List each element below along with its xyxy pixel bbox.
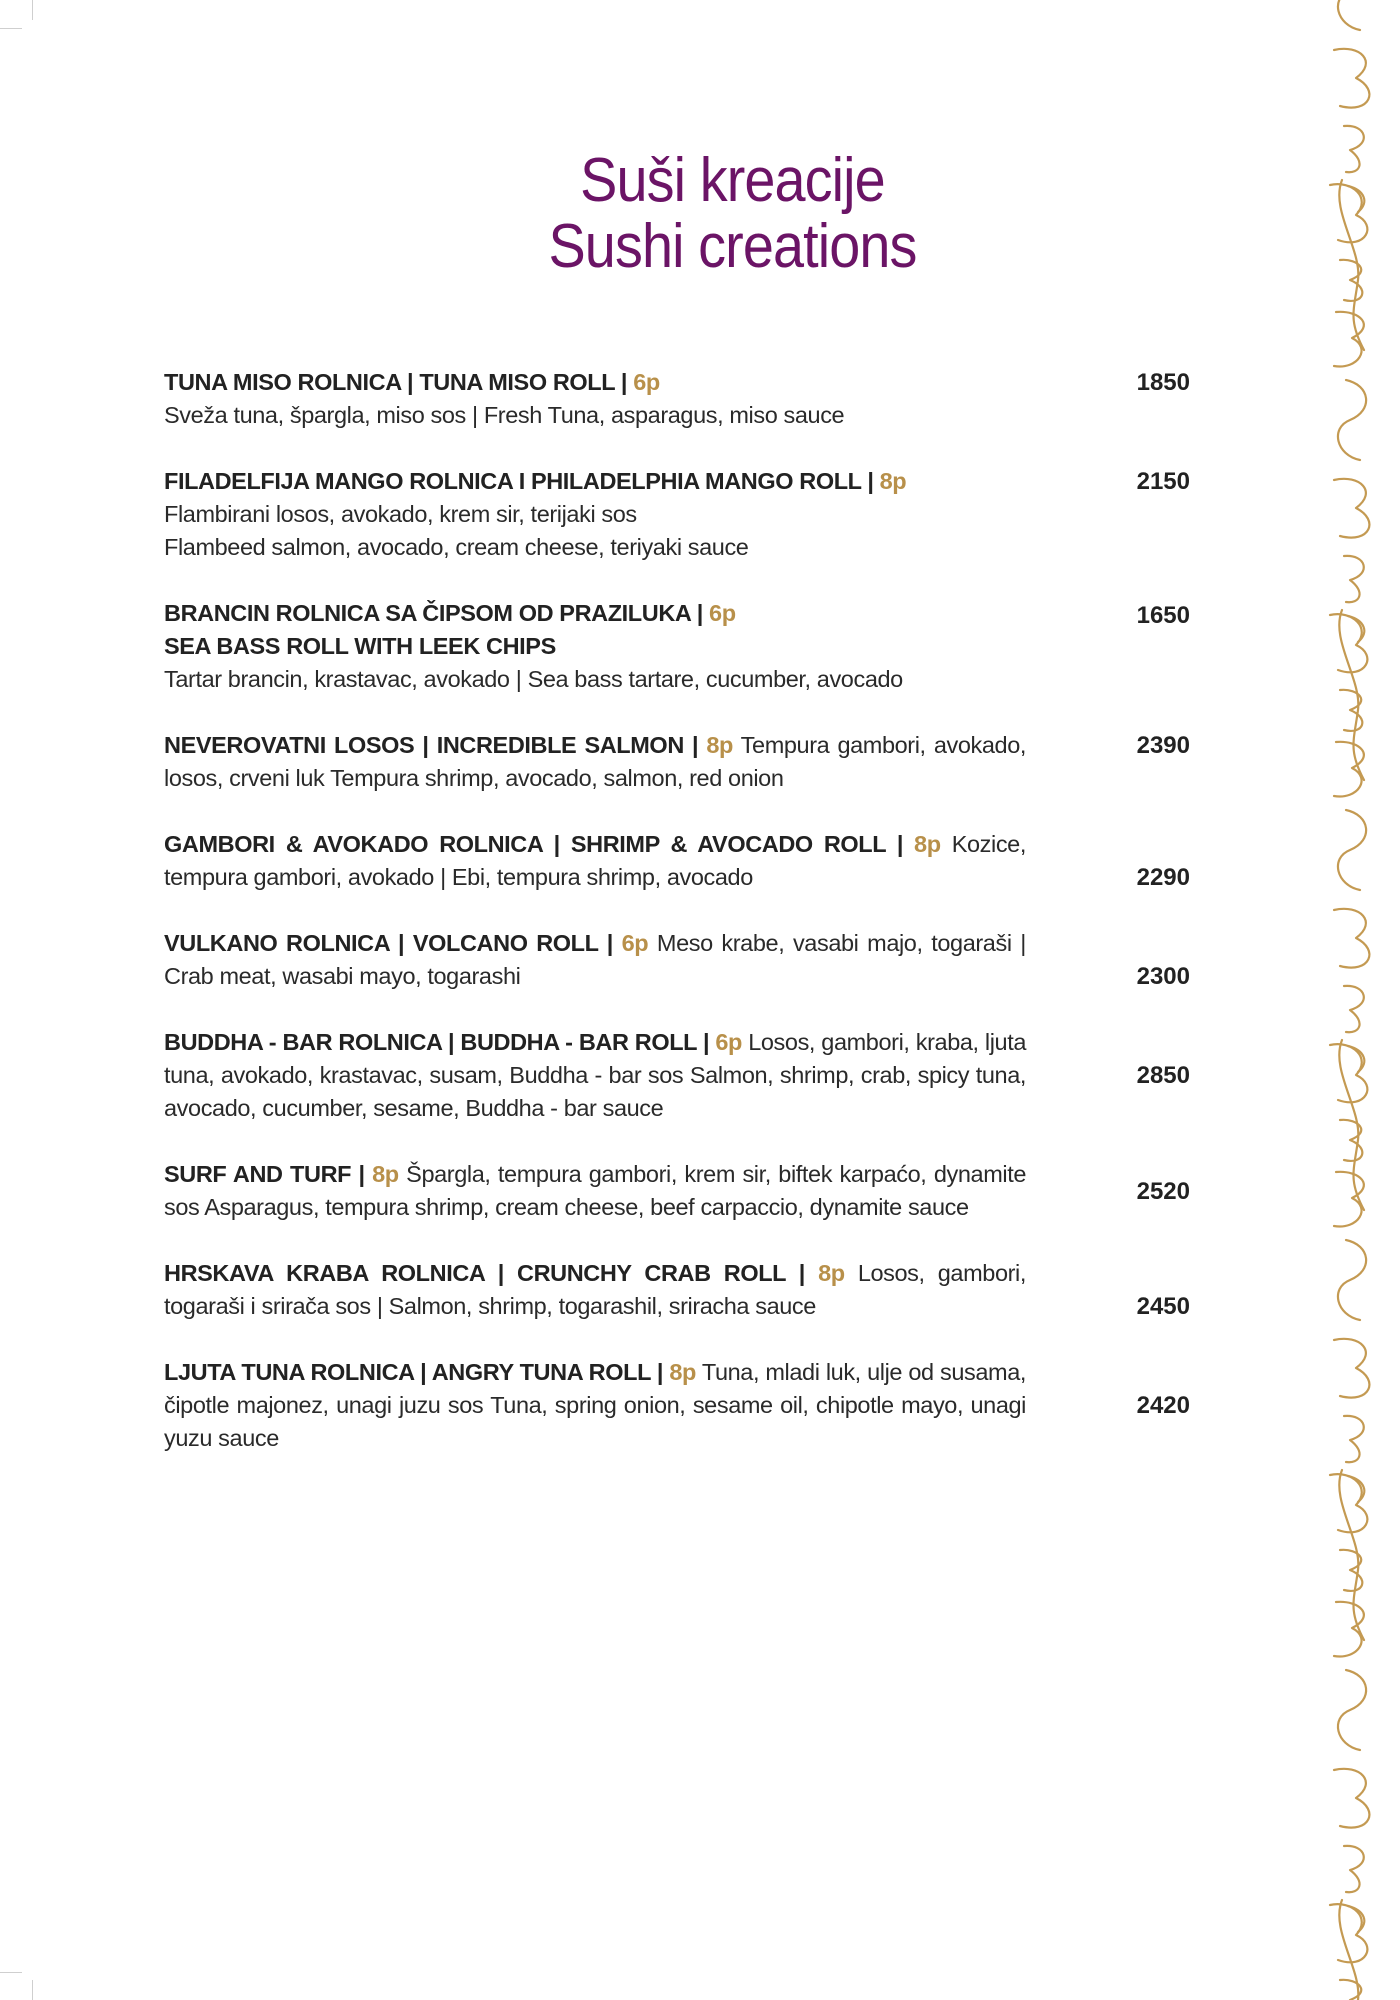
menu-item-piece-count: 6p: [709, 600, 736, 626]
menu-item: [164, 597, 1190, 696]
crop-mark-top-left-v: [32, 0, 33, 20]
menu-item: [164, 927, 1190, 993]
menu-item-name: FILADELFIJA MANGO ROLNICA I PHILADELPHIA MANGO ROLL |: [164, 468, 880, 494]
menu-item-piece-count: 8p: [879, 468, 907, 494]
menu-item-piece-count: 8p: [669, 1359, 696, 1385]
menu-item-description: Špargla, tempura gambori, krem sir, biftek karpaćo, dynamite sos Asparagus, tempura shrimp, cream cheese, beef carpaccio, dynamite sauce: [164, 1161, 1026, 1220]
menu-item-price: 2520: [1136, 1177, 1190, 1205]
menu-item-name: BUDDHA - BAR ROLNICA | BUDDHA - BAR ROLL |: [164, 1029, 716, 1055]
menu-item: [164, 729, 1190, 795]
menu-item-description: Tartar brancin, krastavac, avokado | Sea bass tartare, cucumber, avocado: [164, 666, 903, 692]
menu-item-name: BRANCIN ROLNICA SA ČIPSOM OD PRAZILUKA |: [164, 600, 710, 626]
menu-item-piece-count: 8p: [706, 732, 733, 758]
menu-item-description: Flambirani losos, avokado, krem sir, terijaki sos: [164, 501, 637, 527]
menu-item: [164, 366, 1190, 432]
menu-item-body: [164, 927, 1026, 993]
menu-item-name-english: SEA BASS ROLL WITH LEEK CHIPS: [164, 633, 556, 659]
buddha-bar-signature-watermark: [1300, 0, 1400, 2000]
menu-list: [164, 366, 1190, 1488]
menu-item-name: TUNA MISO ROLNICA | TUNA MISO ROLL |: [164, 369, 634, 395]
title-line-english: Sushi creations: [548, 212, 917, 281]
crop-mark-bottom-left-h: [0, 1972, 22, 1973]
menu-item-piece-count: 6p: [715, 1029, 742, 1055]
menu-item: [164, 1026, 1190, 1125]
menu-item-piece-count: 6p: [621, 930, 649, 956]
menu-item-price: 2420: [1136, 1392, 1190, 1419]
menu-item-description: Losos, gambori, togaraši i sriračа sos | Salmon, shrimp, togarashil, sriracha sauce: [164, 1260, 1026, 1319]
menu-item-description: Losos, gambori, kraba, ljuta tuna, avokado, krastavac, susam, Buddha - bar sos Salmon, shrimp, crab, spicy tuna, avocado, cucumber, sesame, Buddha - bar sauce: [164, 1029, 1026, 1121]
menu-item: [164, 828, 1190, 894]
menu-item-body: [164, 1257, 1026, 1323]
title-line-serbian: Suši kreacije: [580, 146, 885, 215]
menu-item-description: Sveža tuna, špargla, miso sos | Fresh Tuna, asparagus, miso sauce: [164, 402, 845, 428]
menu-item-price: 2150: [1136, 468, 1190, 495]
menu-item: [164, 1158, 1190, 1224]
menu-item-price: 2300: [1136, 963, 1190, 990]
menu-item-description: Tempura gambori, avokado, losos, crveni luk Tempura shrimp, avocado, salmon, red onion: [164, 732, 1026, 791]
menu-item-body: [164, 729, 1026, 795]
menu-item-price: 2850: [1136, 1062, 1190, 1089]
page-title: [0, 148, 1400, 280]
menu-item-price: 2450: [1136, 1293, 1190, 1320]
menu-item-piece-count: 8p: [372, 1161, 399, 1187]
menu-item-name: NEVEROVATNI LOSOS | INCREDIBLE SALMON |: [164, 732, 707, 758]
crop-mark-top-left-h: [0, 28, 22, 29]
menu-item-body: [164, 366, 1026, 432]
menu-item-name: VULKANO ROLNICA | VOLCANO ROLL |: [164, 930, 622, 956]
menu-item-body: [164, 597, 1026, 696]
menu-item-piece-count: 6p: [633, 369, 660, 395]
menu-item-price: 1650: [1136, 602, 1190, 629]
menu-item: [164, 1257, 1190, 1323]
menu-item-name: GAMBORI & AVOKADO ROLNICA | SHRIMP & AVOCADO ROLL |: [164, 831, 915, 857]
menu-item-body: [164, 828, 1026, 894]
menu-item-price: 2290: [1136, 864, 1190, 891]
menu-item: [164, 465, 1190, 564]
menu-item-body: [164, 1356, 1026, 1455]
menu-item-body: [164, 1158, 1026, 1224]
crop-mark-bottom-left-v: [32, 1980, 33, 2000]
menu-item-description: Tuna, mladi luk, ulje od susama, čipotle majonez, unagi juzu sos Tuna, spring onion, sesame oil, chipotle mayo, unagi yuzu sauce: [164, 1359, 1026, 1451]
menu-item-description: Meso krabe, vasabi majo, togaraši | Crab meat, wasabi mayo, togarashi: [164, 930, 1026, 989]
menu-item-price: 1850: [1136, 369, 1190, 396]
menu-item-body: [164, 465, 1026, 564]
menu-item-name: LJUTA TUNA ROLNICA | ANGRY TUNA ROLL |: [164, 1359, 670, 1385]
menu-item-piece-count: 8p: [914, 831, 941, 857]
menu-item-piece-count: 8p: [818, 1260, 845, 1286]
menu-item-description-english: Flambeed salmon, avocado, cream cheese, teriyaki sauce: [164, 534, 749, 560]
menu-item-body: [164, 1026, 1026, 1125]
menu-item-name: SURF AND TURF |: [164, 1161, 373, 1187]
menu-item-price: 2390: [1136, 732, 1190, 759]
menu-item-name: HRSKAVA KRABA ROLNICA | CRUNCHY CRAB ROLL |: [164, 1260, 819, 1286]
menu-item: [164, 1356, 1190, 1455]
menu-item-description: Kozice, tempura gambori, avokado | Ebi, tempura shrimp, avocado: [164, 831, 1026, 890]
